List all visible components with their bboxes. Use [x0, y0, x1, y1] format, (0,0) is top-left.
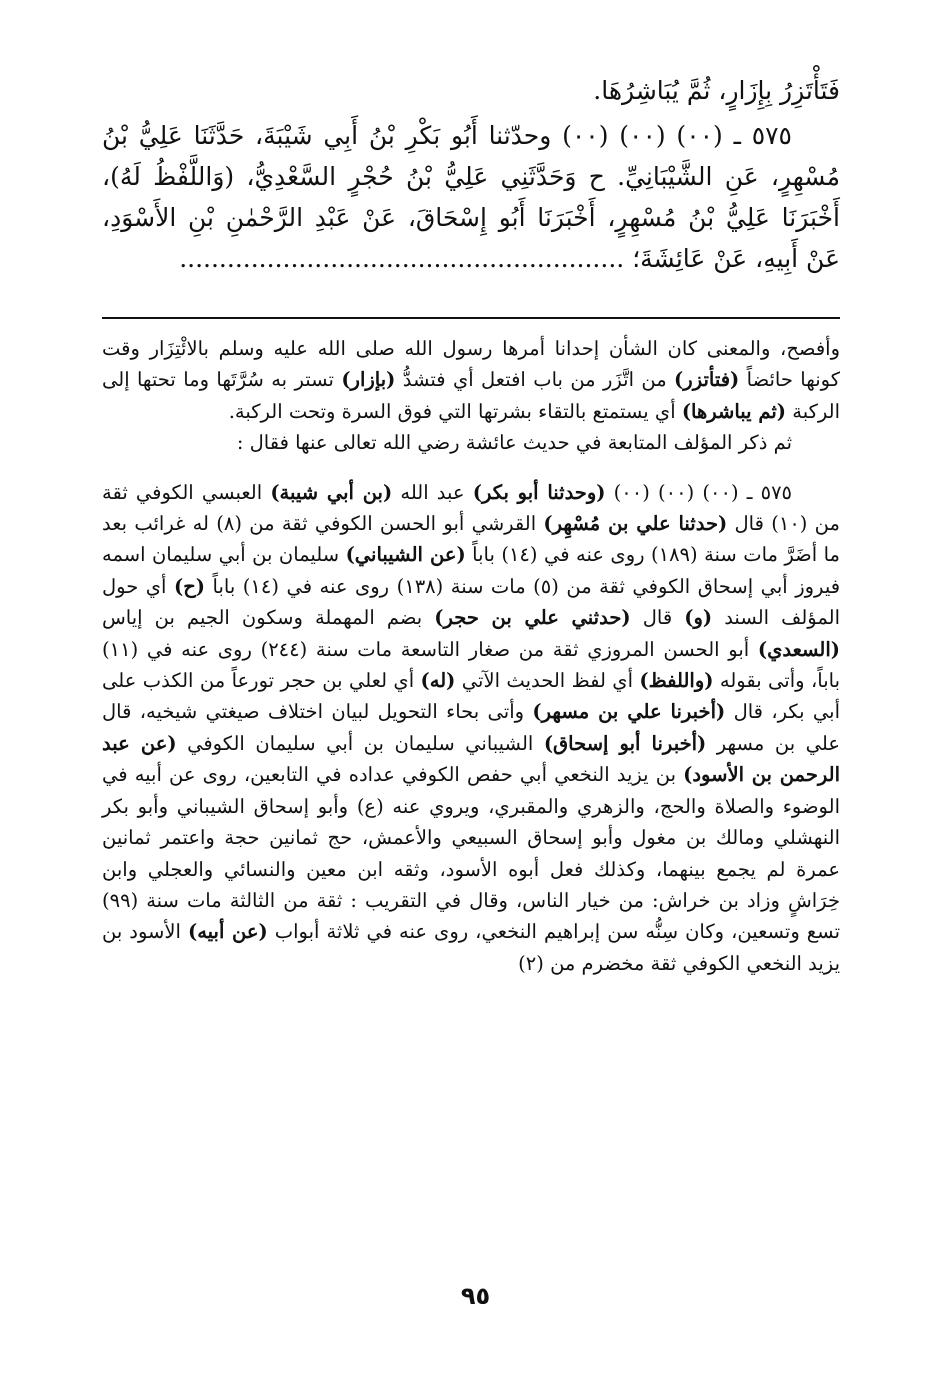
- commentary-p2-seg: وأتى بحاء التحويل لبيان اختلاف صيغتي شيخيه، قال علي بن مسهر: [102, 700, 840, 755]
- commentary-p2-bold: (أخبرنا أبو إسحاق): [543, 731, 707, 755]
- commentary-paragraph-1: [102, 333, 840, 427]
- commentary-p2-bold: (السعدي): [757, 637, 840, 661]
- commentary-p2-seg: سليمان بن أبي سليمان اسمه فيروز أبي إسحاق الكوفي ثقة من (٥) مات سنة (١٣٨) روى عنه في (١٤) باباً: [102, 543, 841, 598]
- commentary-p2-bold: (أخبرنا علي بن مسهر): [532, 700, 726, 724]
- commentary-p2-seg: بضم المهملة وسكون الجيم بن إياس: [102, 606, 435, 630]
- page-content: [102, 70, 840, 979]
- commentary-p1-seg: وأفصح، والمعنى كان الشأن إحدانا أمرها رسول الله صلى الله عليه وسلم بالائْتِزَار وقت كونها حائضاً: [102, 337, 840, 392]
- commentary-p2-bold: (حدثنا علي بن مُسْهِر): [543, 512, 728, 536]
- commentary-p1-bold: (فتأتزر): [674, 368, 740, 392]
- commentary-intro: ثم ذكر المؤلف المتابعة في حديث عائشة رضي الله تعالى عنها فقال :: [236, 431, 792, 455]
- hadith-chain: ٥٧٥ ـ (٠٠) (٠٠) (٠٠) وحدّثنا أَبُو بَكْرِ بْنُ أَبِي شَيْبَةَ، حَدَّثَنَا عَلِيُّ بْنُ مُسْهِرٍ، عَنِ الشَّيْبَانِيِّ. ح وَحَدَّثَنِي عَلِيُّ بْنُ حُجْرٍ السَّعْدِيُّ، (وَاللَّفْظُ لَهُ)، أَخْبَرَنَا عَلِيُّ بْنُ مُسْهِرٍ، أَخْبَرَنَا أَبُو إِسْحَاقَ، عَنْ عَبْدِ الرَّحْمٰنِ بْنِ الأَسْوَدِ، عَنْ أَبِيهِ، عَنْ عَائِشَةَ؛: [102, 121, 840, 273]
- footnote-divider: [102, 317, 840, 319]
- hadith-dots: ........................................................: [179, 244, 625, 273]
- commentary-p2-seg: بن يزيد النخعي أبي حفص الكوفي عداده في التابعين، روى عن أبيه في الوضوء والصلاة والحج، والزهري والمقبري، ويروي عنه (ع) وأبو إسحاق الشيباني وأبو بكر النهشلي ومالك بن مغول وأبو إسحاق السبيعي والأعمش، حج ثمانين حجة واعتمر ثمانين عمرة لم يجمع بينهما، وكذلك فعل أبوه الأسود، وثقه ابن معين والنسائي والعجلي وابن خِرَاشٍ وزاد بن خراش: من خيار الناس، وقال في التقريب : ثقة من الثالثة مات سنة (٩٩) تسع وتسعين، وكان سِنُّه سن إبراهيم النخعي، روى عنه في ثلاثة أبواب: [102, 763, 841, 944]
- commentary-p2-seg: القرشي أبو الحسن الكوفي ثقة من (٨) له غرائب بعد ما أضَرَّ مات سنة (١٨٩) روى عنه في (١٤) باباً: [102, 512, 840, 567]
- commentary-p1-seg: تستر به سُرَّتَها وما تحتها إلى الركبة: [102, 368, 840, 423]
- commentary-p2-seg: الشيباني سليمان بن أبي سليمان الكوفي: [176, 731, 544, 755]
- commentary-p2-bold: (عن أبيه): [187, 920, 268, 944]
- hadith-continuation: فَتَأْتَزِرُ بِإِزَارٍ، ثُمَّ يُبَاشِرُهَا.: [593, 76, 840, 105]
- commentary-p2-seg: الأسود بن يزيد النخعي الكوفي ثقة مخضرم من (٢): [102, 920, 840, 975]
- commentary-p2-bold: (ح): [173, 574, 206, 598]
- commentary-p2-bold: (بن أبي شيبة): [270, 480, 393, 504]
- page-number: ٩٥: [460, 1282, 491, 1310]
- hadith-main: [102, 115, 840, 279]
- commentary-p2-bold: (حدثني علي بن حجر): [434, 606, 631, 630]
- commentary-p2-seg: أي لعلي بن حجر تورعاً من الكذب على أبي بكر، قال: [102, 669, 840, 724]
- commentary-paragraph-2: [102, 477, 840, 980]
- commentary-p2-seg: قال: [630, 606, 685, 630]
- commentary-p2-bold: (وحدثنا أبو بكر): [472, 480, 606, 504]
- commentary-p2-seg: عبد الله: [392, 480, 473, 504]
- commentary-p2-bold: (و): [684, 606, 713, 630]
- commentary-p1-seg: من اتَّزَر من باب افتعل أي فتشدُّ: [395, 368, 675, 392]
- hadith-text-block: [102, 70, 840, 279]
- commentary-p2-seg: ٥٧٥ ـ (٠٠) (٠٠) (٠٠): [605, 480, 793, 504]
- commentary-p1-bold: (بإزار): [341, 368, 396, 392]
- commentary-p2-seg: العبسي الكوفي ثقة من (١٠) قال: [102, 480, 840, 536]
- commentary-p2-bold: (عن عبد الرحمن بن الأسود): [102, 731, 840, 787]
- commentary-p2-bold: (له): [420, 669, 456, 693]
- commentary-p1-bold: (ثم يباشرها): [681, 399, 787, 423]
- commentary-p2-bold: (واللفظ): [639, 669, 714, 693]
- commentary-p2-seg: أي حول المؤلف السند: [102, 574, 840, 630]
- commentary-block: [102, 333, 840, 979]
- commentary-p2-bold: (عن الشيباني): [345, 543, 466, 567]
- commentary-p2-seg: أي لفظ الحديث الآتي: [455, 669, 640, 693]
- commentary-p2-seg: أبو الحسن المروزي ثقة من صغار التاسعة مات سنة (٢٤٤) روى عنه في (١١) باباً، وأتى بقوله: [102, 637, 840, 693]
- commentary-p1-seg: أي يستمتع بالتقاء بشرتها التي فوق السرة وتحت الركبة.: [228, 399, 682, 423]
